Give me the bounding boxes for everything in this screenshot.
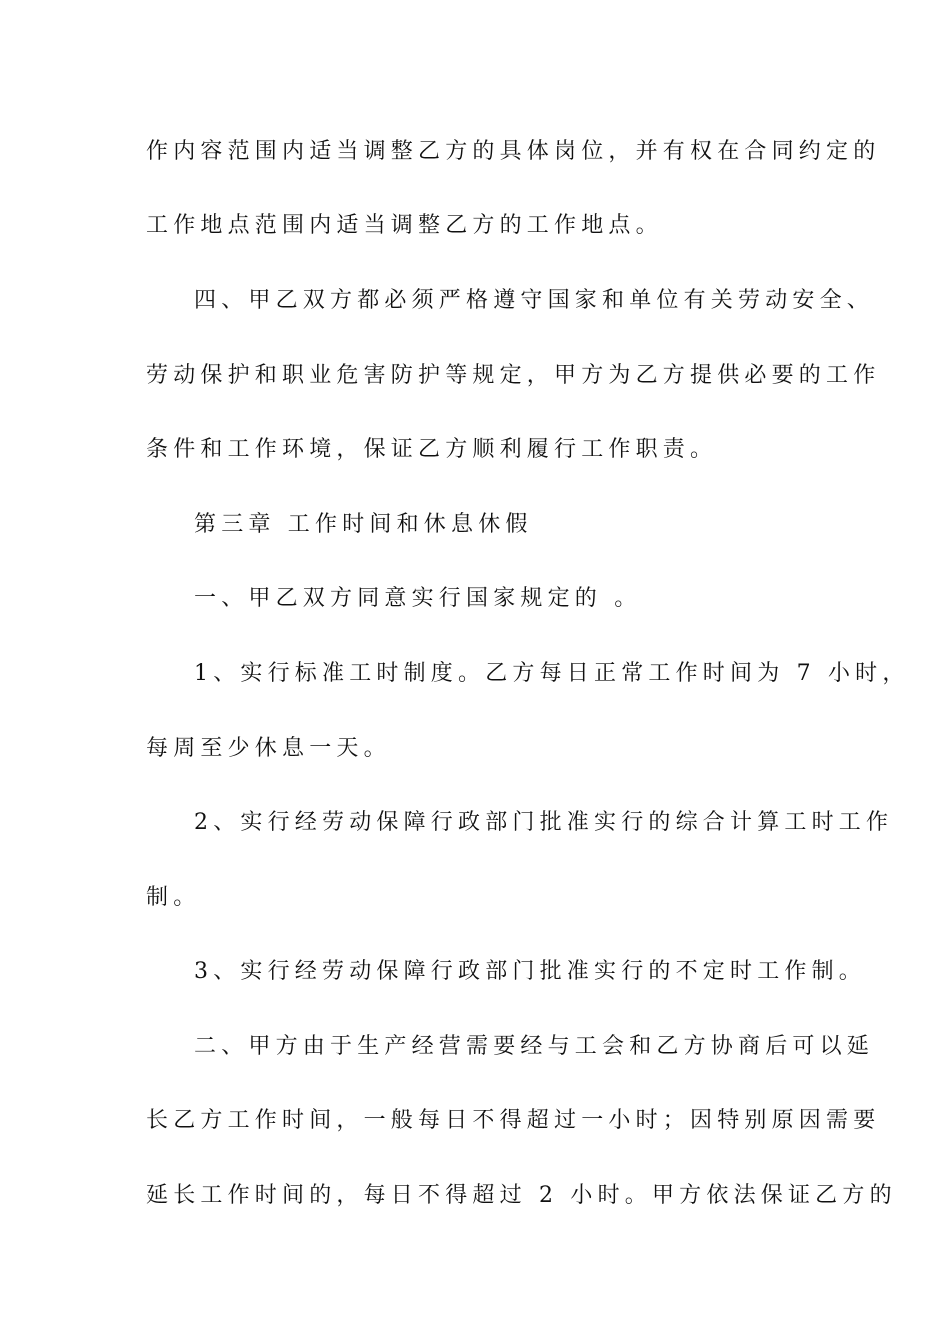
text-line: 作内容范围内适当调整乙方的具体岗位，并有权在合同约定的 [146,139,881,164]
chapter-heading: 第三章 工作时间和休息休假 [194,512,533,537]
item-1-start: 1、实行标准工时制度。乙方每日正常工作时间为 7 小时， [194,661,910,686]
text-line: 长乙方工作时间，一般每日不得超过一小时；因特别原因需要 [146,1108,881,1133]
text-line: 工作地点范围内适当调整乙方的工作地点。 [146,213,663,238]
section-2-start: 二、甲方由于生产经营需要经与工会和乙方协商后可以延 [194,1034,875,1059]
paragraph-4-start: 四、甲乙双方都必须严格遵守国家和单位有关劳动安全、 [194,288,875,313]
text-line: 每周至少休息一天。 [146,736,391,761]
item-3: 3、实行经劳动保障行政部门批准实行的不定时工作制。 [194,959,866,984]
text-line: 劳动保护和职业危害防护等规定，甲方为乙方提供必要的工作 [146,363,881,388]
item-2-start: 2、实行经劳动保障行政部门批准实行的综合计算工时工作 [194,810,894,835]
text-line: 延长工作时间的，每日不得超过 2 小时。甲方依法保证乙方的 [146,1183,897,1208]
text-line: 制。 [146,885,201,910]
text-line: 条件和工作环境，保证乙方顺利履行工作职责。 [146,437,718,462]
section-1-start: 一、甲乙双方同意实行国家规定的 。 [194,586,642,611]
